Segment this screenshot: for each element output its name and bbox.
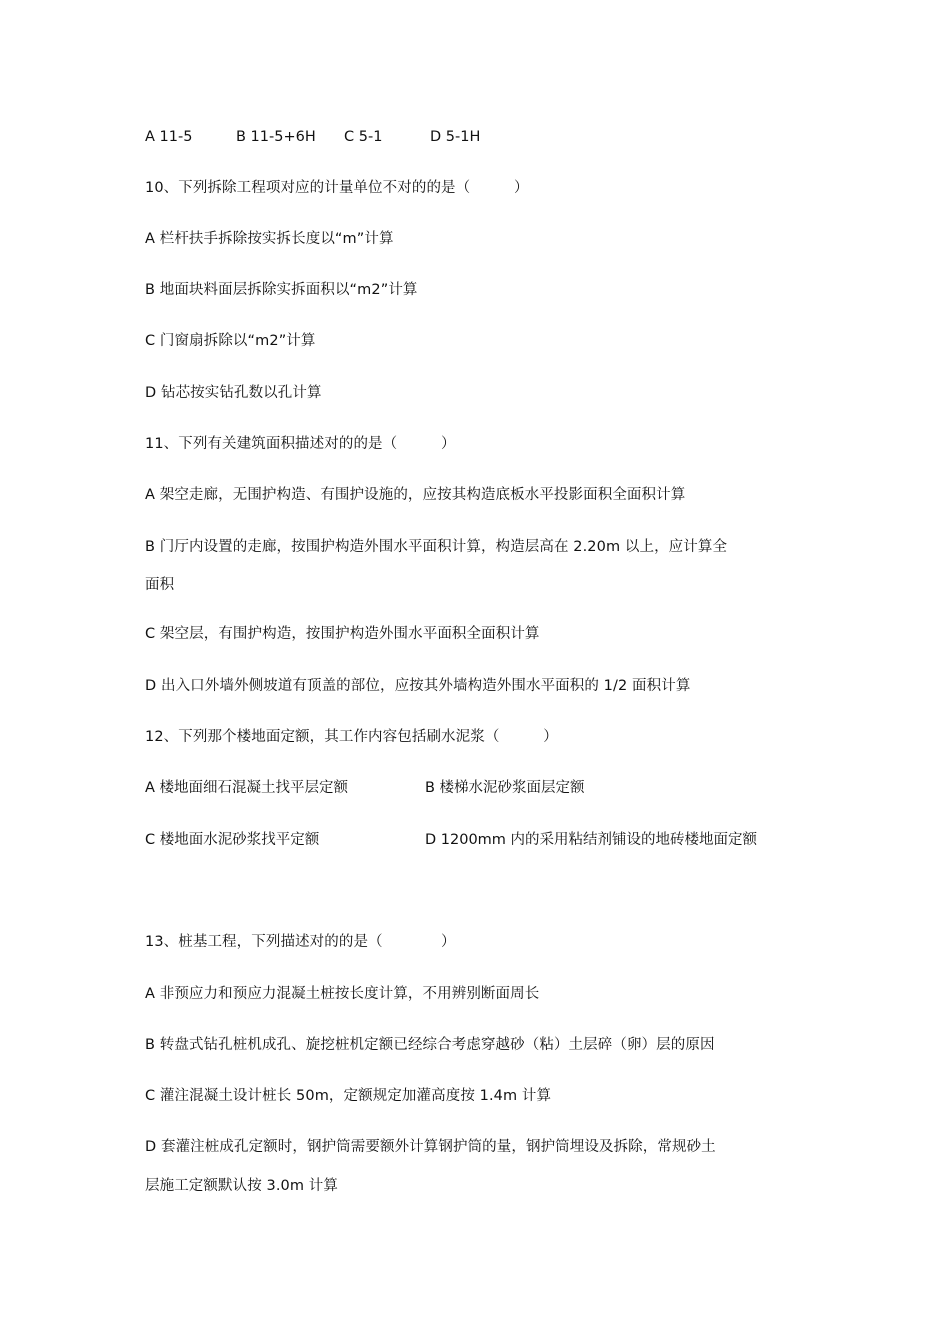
q13-option-c: C 灌注混凝土设计桩长 50m，定额规定加灌高度按 1.4m 计算 (145, 1088, 552, 1104)
q9-option-b: B 11-5+6H (236, 129, 316, 145)
q13-option-a: A 非预应力和预应力混凝土桩按长度计算，不用辨别断面周长 (145, 986, 540, 1002)
q10-option-d: D 钻芯按实钻孔数以孔计算 (145, 385, 322, 401)
q9-option-d: D 5-1H (430, 129, 481, 145)
q12-option-a: A 楼地面细石混凝土找平层定额 (145, 780, 349, 796)
q12-option-b: B 楼梯水泥砂浆面层定额 (425, 780, 585, 796)
q11-option-c: C 架空层，有围护构造，按围护构造外围水平面积全面积计算 (145, 626, 540, 642)
q11-option-b-line2: 面积 (145, 577, 175, 593)
q10-stem: 10、下列拆除工程项对应的计量单位不对的的是（ ） (145, 180, 529, 196)
q10-option-a: A 栏杆扶手拆除按实拆长度以“m”计算 (145, 231, 394, 247)
q10-option-b: B 地面块料面层拆除实拆面积以“m2”计算 (145, 282, 418, 298)
q9-option-a: A 11-5 (145, 129, 193, 145)
q11-option-b-line1: B 门厅内设置的走廊，按围护构造外围水平面积计算，构造层高在 2.20m 以上，应计算全 (145, 539, 728, 555)
q12-stem: 12、下列那个楼地面定额，其工作内容包括刷水泥浆（ ） (145, 729, 558, 745)
q11-stem: 11、下列有关建筑面积描述对的的是（ ） (145, 436, 456, 452)
q12-option-c: C 楼地面水泥砂浆找平定额 (145, 832, 320, 848)
q9-option-c: C 5-1 (344, 129, 383, 145)
q11-option-d: D 出入口外墙外侧坡道有顶盖的部位，应按其外墙构造外围水平面积的 1/2 面积计算 (145, 678, 691, 694)
q10-option-c: C 门窗扇拆除以“m2”计算 (145, 333, 316, 349)
q11-option-a: A 架空走廊，无围护构造、有围护设施的，应按其构造底板水平投影面积全面积计算 (145, 487, 686, 503)
q12-option-d: D 1200mm 内的采用粘结剂铺设的地砖楼地面定额 (425, 832, 758, 848)
q13-stem: 13、桩基工程，下列描述对的的是（ ） (145, 934, 456, 950)
q13-option-b: B 转盘式钻孔桩机成孔、旋挖桩机定额已经综合考虑穿越砂（粘）土层碎（卵）层的原因 (145, 1037, 715, 1053)
q13-option-d-line2: 层施工定额默认按 3.0m 计算 (145, 1178, 339, 1194)
q13-option-d-line1: D 套灌注桩成孔定额时，钢护筒需要额外计算钢护筒的量，钢护筒埋设及拆除，常规砂土 (145, 1139, 716, 1155)
